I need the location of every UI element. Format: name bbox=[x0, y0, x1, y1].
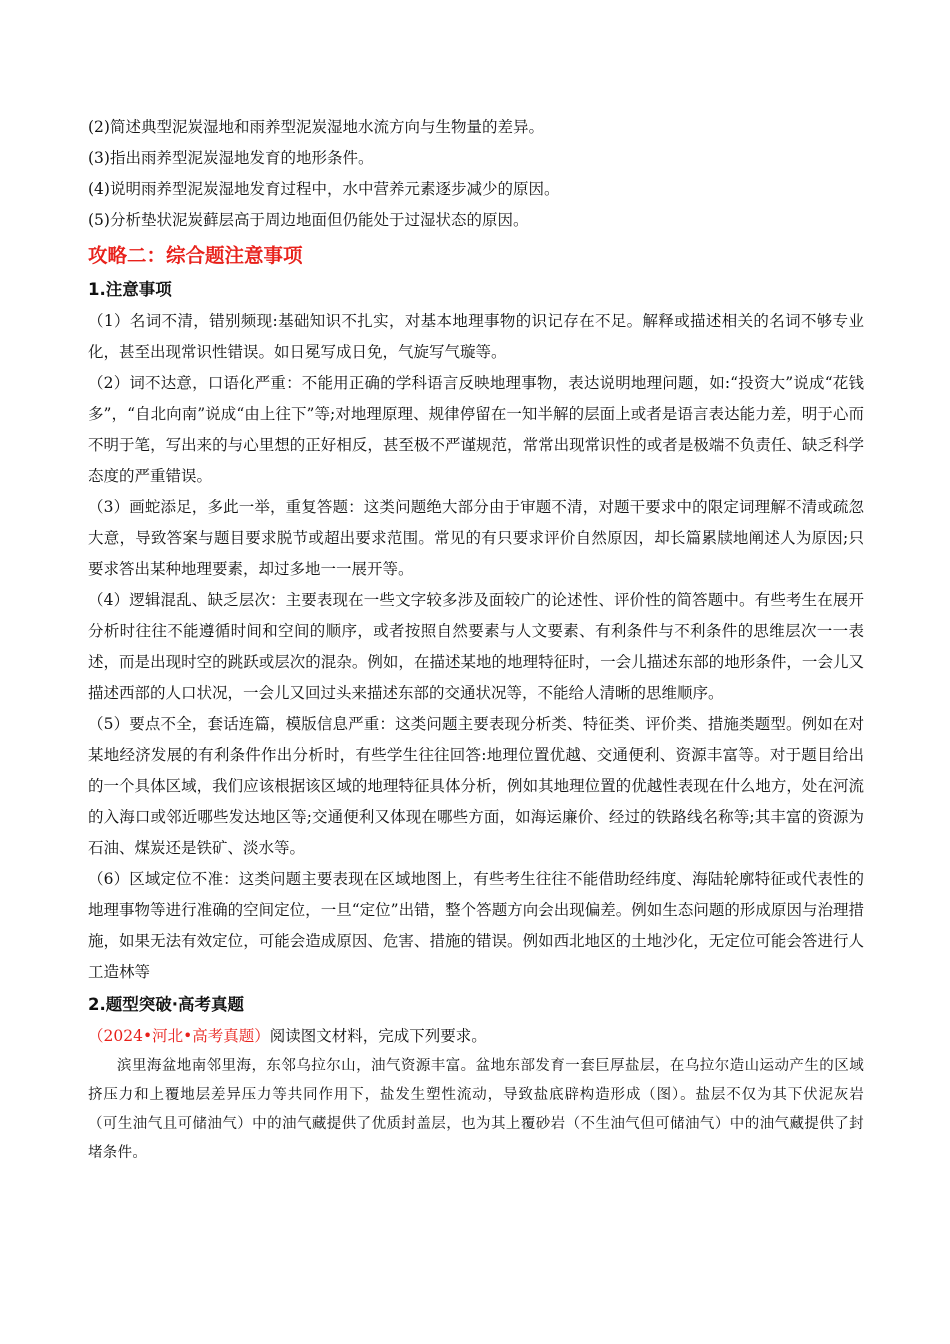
note-paragraph-4: （4）逻辑混乱、缺乏层次：主要表现在一些文字较多涉及面较广的论述性、评价性的简答题中。有些考生在展开分析时往往不能遵循时间和空间的顺序，或者按照自然要素与人文要素、有利条件与不利条件的思维层次一一表述，而是出现时空的跳跃或层次的混杂。例如，在描述某地的地理特征时，一会儿描述东部的地形条件，一会儿又描述西部的人口状况，一会儿又回过头来描述东部的交通状况等，不能给人清晰的思维顺序。 bbox=[88, 591, 864, 702]
note-paragraph-2: （2）词不达意，口语化严重：不能用正确的学科语言反映地理事物，表达说明地理问题，如:“投资大”说成“花钱多”，“自北向南”说成“由上往下”等;对地理原理、规律停留在一知半解的层面上或者是语言表达能力差，明于心而不明于笔，写出来的与心里想的正好相反，甚至极不严谨规范，常常出现常识性的或者是极端不负责任、缺乏科学态度的严重错误。 bbox=[88, 374, 864, 485]
section-title: 攻略二：综合题注意事项 bbox=[88, 244, 303, 267]
note-paragraph-1: （1）名词不清，错别频现:基础知识不扎实，对基本地理事物的识记存在不足。解释或描述相关的名词不够专业化，甚至出现常识性错误。如日冕写成日免，气旋写气璇等。 bbox=[88, 312, 864, 361]
note-paragraph-3: （3）画蛇添足，多此一举，重复答题：这类问题绝大部分由于审题不清，对题干要求中的限定词理解不清或疏忽大意，导致答案与题目要求脱节或超出要求范围。常见的有只要求评价自然原因，却长篇累牍地阐述人为原因;只要求答出某种地理要素，却过多地一一展开等。 bbox=[88, 498, 864, 578]
exam-material: 滨里海盆地南邻里海，东邻乌拉尔山，油气资源丰富。盆地东部发育一套巨厚盐层，在乌拉尔造山运动产生的区域挤压力和上覆地层差异压力等共同作用下，盐发生塑性流动，导致盐底辟构造形成（图）。盐层不仅为其下伏泥灰岩（可生油气且可储油气）中的油气藏提供了优质封盖层，也为其上覆砂岩（不生油气但可储油气）中的油气藏提供了封堵条件。 bbox=[88, 1058, 864, 1161]
subsection-title-notes: 1.注意事项 bbox=[88, 280, 172, 299]
note-paragraph-6: （6）区域定位不准：这类问题主要表现在区域地图上，有些考生往往不能借助经纬度、海陆轮廓特征或代表性的地理事物等进行准确的空间定位，一旦“定位”出错，整个答题方向会出现偏差。例如生态问题的形成原因与治理措施，如果无法有效定位，可能会造成原因、危害、措施的错误。例如西北地区的土地沙化，无定位可能会答进行人工造林等 bbox=[88, 870, 864, 981]
exam-instruction: 阅读图文材料，完成下列要求。 bbox=[269, 1027, 487, 1045]
question-2: (2)简述典型泥炭湿地和雨养型泥炭湿地水流方向与生物量的差异。 bbox=[88, 118, 544, 136]
question-5: (5)分析垫状泥炭藓层高于周边地面但仍能处于过湿状态的原因。 bbox=[88, 211, 529, 229]
note-paragraph-5: （5）要点不全，套话连篇，模版信息严重：这类问题主要表现分析类、特征类、评价类、措施类题型。例如在对某地经济发展的有利条件作出分析时，有些学生往往回答:地理位置优越、交通便利、资源丰富等。对于题目给出的一个具体区域，我们应该根据该区域的地理特征具体分析，例如其地理位置的优越性表现在什么地方，处在河流的入海口或邻近哪些发达地区等;交通便利又体现在哪些方面，如海运廉价、经过的铁路线名称等;其丰富的资源为石油、煤炭还是铁矿、淡水等。 bbox=[88, 715, 864, 857]
page-content bbox=[88, 112, 864, 1168]
exam-intro bbox=[88, 1021, 864, 1052]
question-4: (4)说明雨养型泥炭湿地发育过程中，水中营养元素逐步减少的原因。 bbox=[88, 180, 560, 198]
exam-source: （2024•河北•高考真题） bbox=[88, 1027, 270, 1045]
question-3: (3)指出雨养型泥炭湿地发育的地形条件。 bbox=[88, 149, 374, 167]
subsection-title-exam: 2.题型突破·高考真题 bbox=[88, 995, 245, 1014]
